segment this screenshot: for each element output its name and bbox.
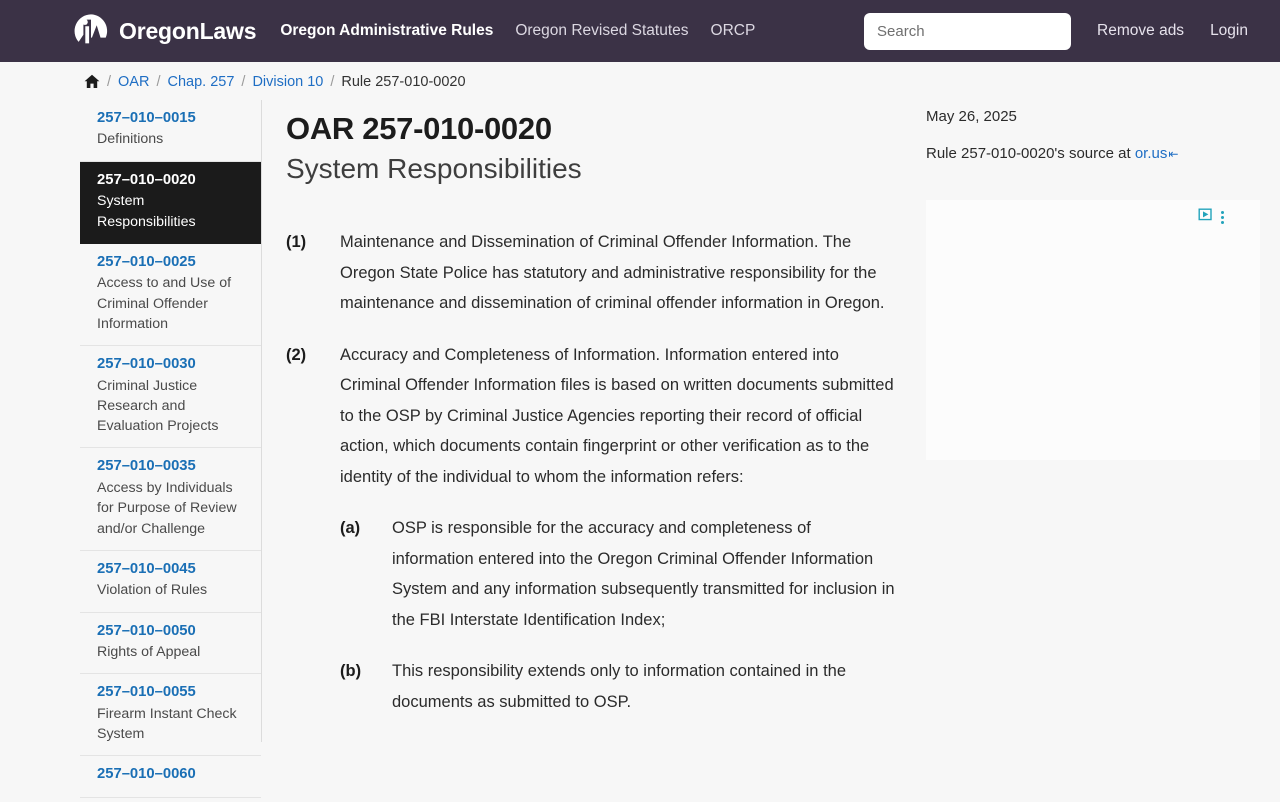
paragraph-text: This responsibility extends only to information contained in the documents as submitted to OSP. (392, 662, 846, 711)
login-link[interactable]: Login (1210, 22, 1248, 39)
sidebar-item-number: 257–010–0035 (97, 458, 196, 475)
paragraph-2a (286, 513, 896, 635)
sidebar-item-number: 257–010–0045 (97, 560, 196, 577)
sidebar-item-257-010-0020[interactable] (80, 162, 261, 244)
sidebar-item-number: 257–010–0015 (97, 110, 196, 126)
sidebar-item-description: Criminal Justice Research and Evaluation Projects (97, 377, 219, 435)
home-icon (84, 74, 100, 89)
remove-ads-link[interactable]: Remove ads (1097, 22, 1185, 39)
page-subtitle: System Responsibilities (286, 152, 582, 184)
last-updated-date: May 26, 2025 (926, 108, 1017, 125)
sidebar-item-number: 257–010–0030 (97, 356, 196, 373)
paragraph-2 (286, 340, 896, 493)
paragraph-2b (286, 656, 896, 717)
sidebar-item-number: 257–010–0055 (97, 684, 196, 701)
breadcrumb-separator: / (156, 74, 161, 90)
header-actions (864, 13, 1248, 50)
paragraph-marker: (2) (286, 345, 307, 364)
breadcrumb-current-rule: Rule 257-010-0020 (341, 74, 466, 90)
breadcrumb-separator: / (241, 74, 246, 90)
sidebar-item-257-010-0025[interactable] (80, 244, 261, 346)
paragraph-marker: (b) (340, 662, 362, 681)
sidebar-item-257-010-0050[interactable] (80, 613, 261, 675)
brand-name: OregonLaws (119, 17, 257, 44)
site-header (0, 0, 1280, 62)
breadcrumb-item-chapter[interactable]: Chap. 257 (167, 74, 235, 90)
rule-paragraphs (286, 227, 896, 717)
sidebar-item-257-010-0055[interactable] (80, 674, 261, 756)
sidebar-item-description: System Responsibilities (97, 193, 196, 230)
sidebar-item-number: 257–010–0020 (97, 171, 196, 188)
source-external-link[interactable]: or.us (1134, 145, 1168, 162)
breadcrumb (0, 64, 1280, 100)
external-link-arrow-icon: ⇤ (1168, 147, 1179, 161)
paragraph-text: Accuracy and Completeness of Information. Information entered into Criminal Offender Information files is based on written documents submitted to the OSP by Criminal Justice Agencies reporting their record of official action, which documents contain fingerprint or other verification as to the identity of the individual to whom the information refers: (340, 345, 894, 486)
paragraph-text: OSP is responsible for the accuracy and completeness of information entered into the Oregon Criminal Offender Information System and any information subsequently transmitted for inclusion in the FBI Interstate Identification Index; (392, 519, 895, 629)
advertisement-slot (926, 200, 1260, 460)
kebab-menu-icon[interactable] (1221, 211, 1224, 224)
paragraph-text: Maintenance and Dissemination of Criminal Offender Information. The Oregon State Police has statutory and administrative responsibility for the maintenance and dissemination of criminal offender information in Oregon. (340, 233, 885, 313)
nav-oregon-administrative-rules[interactable]: Oregon Administrative Rules (280, 22, 494, 39)
paragraph-marker: (a) (340, 519, 361, 538)
main-navigation (280, 22, 755, 40)
paragraph-1 (286, 227, 896, 319)
nav-orcp[interactable]: ORCP (710, 22, 756, 39)
sidebar-item-257-010-0030[interactable] (80, 346, 261, 448)
ad-controls (1198, 208, 1224, 226)
sidebar-item-description: Access to and Use of Criminal Offender Information (97, 275, 232, 332)
oregonlaws-logo-icon (72, 12, 110, 50)
source-note (926, 145, 1260, 162)
sidebar-item-description: Definitions (97, 131, 164, 148)
sidebar-item-257-010-0015[interactable] (80, 100, 261, 162)
right-rail (896, 100, 1260, 802)
sidebar-item-257-010-0045[interactable] (80, 551, 261, 613)
brand-home-link[interactable] (72, 12, 256, 50)
rule-list-sidebar[interactable] (80, 100, 262, 783)
rule-content (262, 100, 896, 802)
sidebar-item-description: Firearm Instant Check System (97, 705, 237, 743)
page-body (0, 100, 1280, 802)
source-note-prefix: Rule 257-010-0020's source at (926, 145, 1131, 162)
sidebar-item-description: Access by Individuals for Purpose of Review and/or Challenge (97, 479, 237, 537)
paragraph-marker: (1) (286, 233, 307, 252)
sidebar-item-number: 257–010–0050 (97, 622, 196, 639)
breadcrumb-separator: / (330, 74, 335, 90)
search-input[interactable] (864, 13, 1071, 50)
breadcrumb-item-oar[interactable]: OAR (118, 74, 150, 90)
sidebar-item-description: Violation of Rules (97, 582, 208, 599)
sidebar-item-257-010-0035[interactable] (80, 448, 261, 550)
adchoices-icon[interactable] (1198, 208, 1213, 226)
breadcrumb-separator: / (107, 74, 112, 90)
page-title: OAR 257-010-0020 (286, 111, 552, 146)
breadcrumb-item-division[interactable]: Division 10 (252, 74, 324, 90)
nav-oregon-revised-statutes[interactable]: Oregon Revised Statutes (515, 22, 689, 39)
sidebar-item-description: Rights of Appeal (97, 644, 201, 661)
sidebar-item-number: 257–010–0060 (97, 766, 196, 783)
breadcrumb-home-link[interactable] (84, 73, 100, 92)
sidebar-item-257-010-0060[interactable] (80, 756, 261, 797)
sidebar-item-number: 257–010–0025 (97, 253, 196, 270)
